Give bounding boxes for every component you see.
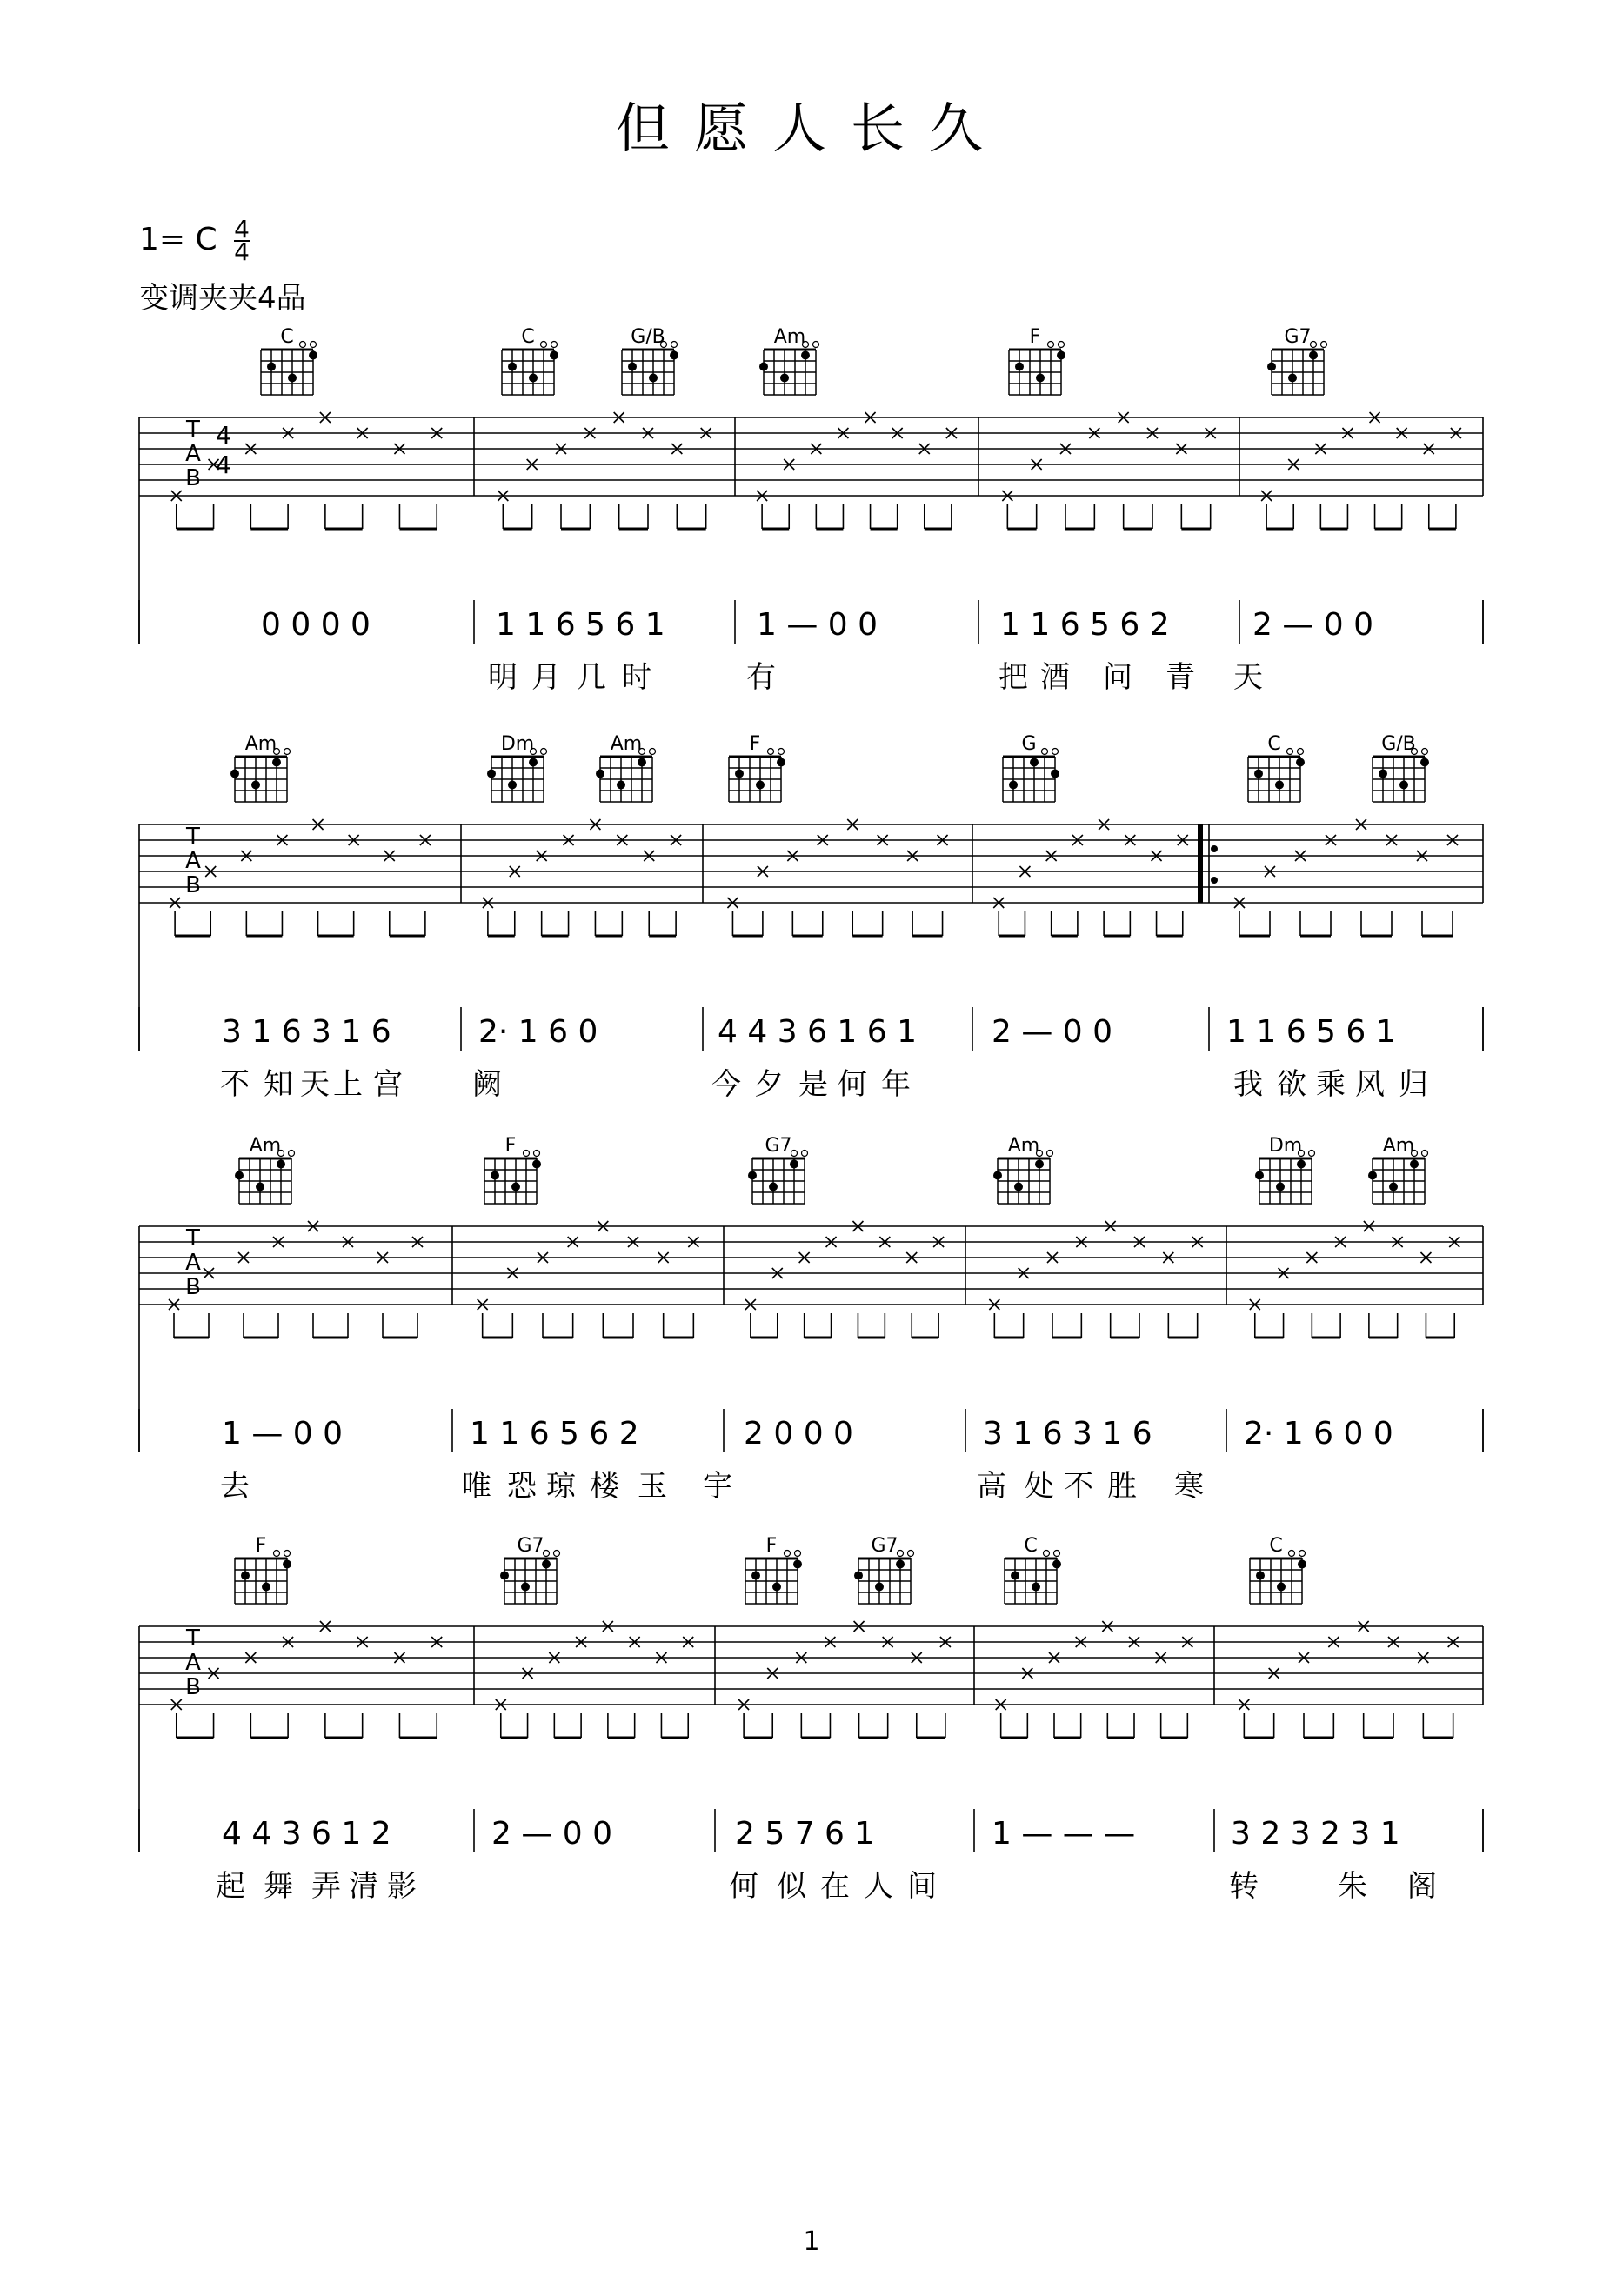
lyric-char: 酒: [1040, 660, 1070, 695]
chord-name: Am: [610, 733, 643, 755]
lyric-char: 舞: [264, 1869, 293, 1904]
finger-dot: [1296, 758, 1305, 767]
lyric-char: 青: [1165, 660, 1195, 695]
lyric-char: 琼: [546, 1469, 576, 1504]
lyric-char: 寒: [1174, 1469, 1204, 1504]
finger-dot: [1379, 770, 1387, 778]
open-string-marker: [791, 1151, 798, 1157]
lyric-char: 夕: [754, 1067, 784, 1102]
lyric-char: 把: [999, 660, 1028, 695]
lyric-char: 弄: [311, 1869, 341, 1904]
chord-diagram: [1003, 733, 1059, 802]
tab-clef-letter: A: [185, 1250, 201, 1276]
finger-dot: [1036, 374, 1045, 383]
chord-diagram: [1005, 1535, 1061, 1604]
lyric-char: 年: [881, 1067, 911, 1102]
open-string-marker: [785, 1551, 791, 1557]
finger-dot: [993, 1171, 1002, 1180]
chord-name: Am: [773, 326, 806, 348]
open-string-marker: [795, 1551, 801, 1557]
lyric-char: 唯: [462, 1469, 491, 1504]
lyric-char: 阙: [472, 1067, 502, 1102]
chord-name: F: [504, 1135, 517, 1157]
open-string-marker: [1059, 342, 1065, 348]
time-signature-top: 4: [234, 215, 250, 244]
finger-dot: [487, 770, 496, 778]
finger-dot: [896, 1560, 905, 1569]
finger-dot: [751, 1572, 760, 1580]
finger-dot: [235, 1171, 244, 1180]
lyric-char: 明: [488, 660, 518, 695]
finger-dot: [638, 758, 646, 767]
lyric-char: 高: [977, 1469, 1006, 1504]
open-string-marker: [284, 1551, 291, 1557]
chord-name: G/B: [1381, 733, 1416, 755]
open-string-marker: [544, 1551, 550, 1557]
chord-name: F: [749, 733, 761, 755]
open-string-marker: [524, 1151, 530, 1157]
finger-dot: [1389, 1183, 1398, 1191]
lyric-char: 宫: [373, 1067, 403, 1102]
chord-name: Am: [1007, 1135, 1040, 1157]
open-string-marker: [1309, 1151, 1315, 1157]
chord-diagram: [261, 326, 317, 395]
finger-dot: [532, 1160, 541, 1169]
notation-measure: 1 1 6 5 6 2: [470, 1416, 639, 1452]
finger-dot: [1014, 1183, 1023, 1191]
finger-dot: [1032, 1583, 1040, 1592]
finger-dot: [491, 1171, 499, 1180]
notation-measure: 3 1 6 3 1 6: [222, 1014, 391, 1050]
notation-measure: 2 — 0 0: [992, 1014, 1113, 1050]
lyric-char: 楼: [590, 1469, 619, 1504]
lyric-char: 转: [1229, 1869, 1259, 1904]
chord-name: F: [255, 1535, 267, 1557]
finger-dot: [542, 1560, 551, 1569]
lyric-char: 朱: [1338, 1869, 1367, 1904]
chord-name: C: [1269, 1535, 1283, 1557]
finger-dot: [1277, 1583, 1286, 1592]
notation-measure: 2 — 0 0: [1252, 607, 1374, 643]
chord-name: F: [765, 1535, 778, 1557]
finger-dot: [1309, 351, 1318, 360]
finger-dot: [1275, 781, 1284, 790]
chord-name: G/B: [631, 326, 665, 348]
chord-diagram: [745, 1535, 802, 1604]
time-signature-bottom: 4: [234, 237, 250, 266]
open-string-marker: [1287, 749, 1293, 755]
lyric-char: 不: [220, 1067, 250, 1102]
finger-dot: [511, 1183, 520, 1191]
chord-name: G7: [871, 1535, 898, 1557]
open-string-marker: [1289, 1551, 1295, 1557]
open-string-marker: [1052, 749, 1059, 755]
lyric-char: 今: [711, 1067, 741, 1102]
open-string-marker: [813, 342, 819, 348]
lyric-char: 问: [1103, 660, 1132, 695]
finger-dot: [670, 351, 678, 360]
open-string-marker: [1321, 342, 1327, 348]
tab-clef-letter: B: [185, 872, 201, 898]
chord-diagram: [854, 1535, 914, 1604]
lyric-char: 处: [1025, 1469, 1054, 1504]
chord-diagram: [502, 326, 558, 395]
finger-dot: [1015, 363, 1024, 371]
chord-diagram: [759, 326, 819, 395]
chord-diagram: [729, 733, 785, 802]
chord-name: F: [1029, 326, 1041, 348]
repeat-dot: [1211, 877, 1218, 884]
finger-dot: [283, 1560, 291, 1569]
open-string-marker: [1311, 342, 1317, 348]
open-string-marker: [551, 342, 558, 348]
key-label: 1= C: [139, 222, 217, 257]
chord-diagram: [748, 1135, 808, 1204]
lyric-char: 不: [1064, 1469, 1093, 1504]
music-system: [139, 824, 1483, 1102]
tab-clef-letter: B: [185, 465, 201, 491]
notation-measure: 1 1 6 5 6 1: [496, 607, 665, 643]
finger-dot: [1254, 770, 1263, 778]
chord-diagram: [1009, 326, 1065, 395]
chord-name: Dm: [500, 733, 535, 755]
lyric-char: 上: [333, 1067, 363, 1102]
chord-name: C: [1024, 1535, 1038, 1557]
lyric-char: 何: [729, 1869, 758, 1904]
chord-diagram: [1255, 1135, 1315, 1204]
open-string-marker: [541, 342, 547, 348]
notation-measure: 2 — 0 0: [491, 1816, 613, 1852]
open-string-marker: [534, 1151, 540, 1157]
chord-diagram: [230, 733, 291, 802]
lyric-char: 我: [1233, 1067, 1263, 1102]
lyric-char: 几: [577, 660, 606, 695]
finger-dot: [1368, 1171, 1377, 1180]
lyric-char: 月: [531, 660, 561, 695]
lyric-char: 是: [798, 1067, 828, 1102]
finger-dot: [875, 1583, 884, 1592]
finger-dot: [1267, 363, 1276, 371]
finger-dot: [529, 374, 538, 383]
lyric-char: 何: [838, 1067, 867, 1102]
finger-dot: [769, 1183, 778, 1191]
chord-name: C: [521, 326, 535, 348]
lyric-char: 影: [387, 1869, 417, 1904]
chord-name: Am: [249, 1135, 282, 1157]
finger-dot: [550, 351, 558, 360]
chord-diagram: [1248, 733, 1305, 802]
notation-measure: 2· 1 6 0 0: [1244, 1416, 1393, 1452]
finger-dot: [500, 1572, 509, 1580]
chord-name: C: [280, 326, 294, 348]
open-string-marker: [554, 1551, 560, 1557]
chord-name: G7: [765, 1135, 792, 1157]
chord-diagram: [596, 733, 656, 802]
lyric-char: 在: [820, 1869, 850, 1904]
notation-measure: 1 — 0 0: [222, 1416, 344, 1452]
notation-measure: 1 — 0 0: [757, 607, 878, 643]
lyric-char: 有: [746, 660, 776, 695]
lyric-char: 胜: [1107, 1469, 1137, 1504]
lyric-char: 玉: [638, 1469, 667, 1504]
music-system: [139, 1625, 1483, 1904]
finger-dot: [508, 363, 517, 371]
open-string-marker: [1422, 749, 1428, 755]
finger-dot: [508, 781, 517, 790]
finger-dot: [1256, 1572, 1265, 1580]
notation-measure: 4 4 3 6 1 2: [222, 1816, 391, 1852]
finger-dot: [793, 1560, 802, 1569]
chord-diagram: [484, 1135, 541, 1204]
finger-dot: [1030, 758, 1039, 767]
notation-measure: 2 5 7 6 1: [735, 1816, 875, 1852]
notation-measure: 3 1 6 3 1 6: [983, 1416, 1152, 1452]
lyric-char: 归: [1399, 1067, 1428, 1102]
finger-dot: [230, 770, 239, 778]
tab-clef-letter: A: [185, 441, 201, 467]
notation-measure: 4 4 3 6 1 6 1: [718, 1014, 917, 1050]
finger-dot: [277, 1160, 285, 1169]
finger-dot: [309, 351, 317, 360]
lyric-char: 宇: [703, 1469, 732, 1504]
lyric-char: 知: [264, 1067, 293, 1102]
finger-dot: [251, 781, 260, 790]
lyric-char: 起: [216, 1869, 245, 1904]
chord-diagram: [1373, 733, 1429, 802]
tab-clef-letter: T: [186, 1225, 200, 1251]
tab-clef-letter: A: [185, 1650, 201, 1676]
open-string-marker: [311, 342, 317, 348]
finger-dot: [780, 374, 789, 383]
lyric-char: 去: [220, 1469, 250, 1504]
finger-dot: [854, 1572, 863, 1580]
chord-name: G7: [1284, 326, 1312, 348]
lyric-char: 欲: [1277, 1067, 1306, 1102]
finger-dot: [267, 363, 276, 371]
lyric-char: 风: [1355, 1067, 1385, 1102]
tab-time-signature: 4: [216, 451, 231, 479]
finger-dot: [1399, 781, 1408, 790]
lyric-char: 清: [349, 1869, 378, 1904]
chord-diagram: [500, 1535, 560, 1604]
open-string-marker: [898, 1551, 904, 1557]
lyric-char: 时: [622, 660, 651, 695]
chord-diagram: [993, 1135, 1053, 1204]
lyric-char: 人: [864, 1869, 893, 1904]
finger-dot: [596, 770, 604, 778]
lyric-char: 间: [907, 1869, 937, 1904]
chord-name: G7: [517, 1535, 544, 1557]
open-string-marker: [1048, 342, 1054, 348]
chord-diagram: [1250, 1535, 1306, 1604]
finger-dot: [1051, 770, 1059, 778]
finger-dot: [262, 1583, 270, 1592]
finger-dot: [521, 1583, 530, 1592]
capo-note: 变调夹夹4品: [139, 281, 306, 316]
finger-dot: [256, 1183, 264, 1191]
finger-dot: [1410, 1160, 1419, 1169]
finger-dot: [1288, 374, 1297, 383]
finger-dot: [628, 363, 637, 371]
lyric-char: 乘: [1316, 1067, 1346, 1102]
chord-diagram: [235, 1535, 291, 1604]
repeat-dot: [1211, 845, 1218, 852]
finger-dot: [529, 758, 538, 767]
chord-name: C: [1267, 733, 1281, 755]
open-string-marker: [1299, 1551, 1306, 1557]
chord-name: Dm: [1268, 1135, 1303, 1157]
open-string-marker: [300, 342, 306, 348]
open-string-marker: [284, 749, 291, 755]
lyric-char: 恐: [507, 1469, 537, 1504]
tab-clef-letter: B: [185, 1274, 201, 1300]
finger-dot: [241, 1572, 250, 1580]
tab-clef-letter: T: [186, 824, 200, 850]
chord-diagram: [1368, 1135, 1428, 1204]
notation-measure: 0 0 0 0: [261, 607, 371, 643]
open-string-marker: [1054, 1551, 1060, 1557]
open-string-marker: [289, 1151, 295, 1157]
finger-dot: [772, 1583, 781, 1592]
notation-measure: 2· 1 6 0: [478, 1014, 598, 1050]
tab-clef-letter: T: [186, 1625, 200, 1652]
finger-dot: [617, 781, 625, 790]
finger-dot: [1297, 1160, 1306, 1169]
chord-diagram: [235, 1135, 295, 1204]
finger-dot: [1035, 1160, 1044, 1169]
open-string-marker: [274, 1551, 280, 1557]
finger-dot: [1011, 1572, 1019, 1580]
finger-dot: [790, 1160, 798, 1169]
open-string-marker: [650, 749, 656, 755]
notation-measure: 1 — — —: [992, 1816, 1136, 1852]
finger-dot: [1255, 1171, 1264, 1180]
notation-measure: 1 1 6 5 6 2: [1000, 607, 1170, 643]
finger-dot: [1298, 1560, 1306, 1569]
open-string-marker: [1042, 749, 1048, 755]
finger-dot: [759, 363, 768, 371]
open-string-marker: [908, 1551, 914, 1557]
finger-dot: [1052, 1560, 1061, 1569]
chord-diagram: [622, 326, 678, 395]
chord-name: Am: [244, 733, 277, 755]
chord-diagram: [1267, 326, 1327, 395]
song-title: 但愿人长久: [615, 97, 1007, 160]
open-string-marker: [802, 1151, 808, 1157]
open-string-marker: [1298, 749, 1304, 755]
lyric-char: 天: [300, 1067, 330, 1102]
finger-dot: [748, 1171, 757, 1180]
open-string-marker: [671, 342, 678, 348]
finger-dot: [1009, 781, 1018, 790]
open-string-marker: [778, 749, 785, 755]
finger-dot: [756, 781, 765, 790]
tab-clef-letter: T: [186, 417, 200, 443]
finger-dot: [649, 374, 658, 383]
tab-clef-letter: A: [185, 848, 201, 874]
open-string-marker: [1047, 1151, 1053, 1157]
tab-time-signature: 4: [216, 421, 231, 450]
finger-dot: [1057, 351, 1065, 360]
open-string-marker: [1422, 1151, 1428, 1157]
notation-measure: 3 2 3 2 3 1: [1231, 1816, 1400, 1852]
lyric-char: 阁: [1407, 1869, 1437, 1904]
chord-diagram: [487, 733, 547, 802]
lyric-char: 似: [777, 1869, 806, 1904]
finger-dot: [288, 374, 297, 383]
chord-name: G: [1021, 733, 1037, 755]
tab-clef-letter: B: [185, 1674, 201, 1700]
open-string-marker: [768, 749, 774, 755]
finger-dot: [801, 351, 810, 360]
chord-name: Am: [1382, 1135, 1415, 1157]
open-string-marker: [541, 749, 547, 755]
finger-dot: [1420, 758, 1429, 767]
open-string-marker: [1044, 1551, 1050, 1557]
lyric-char: 天: [1233, 660, 1263, 695]
notation-measure: 2 0 0 0: [744, 1416, 853, 1452]
music-system: [139, 417, 1483, 695]
page-number: 1: [803, 2226, 820, 2257]
finger-dot: [272, 758, 281, 767]
finger-dot: [1276, 1183, 1285, 1191]
finger-dot: [777, 758, 785, 767]
notation-measure: 1 1 6 5 6 1: [1226, 1014, 1396, 1050]
music-system: [139, 1225, 1483, 1504]
finger-dot: [735, 770, 744, 778]
